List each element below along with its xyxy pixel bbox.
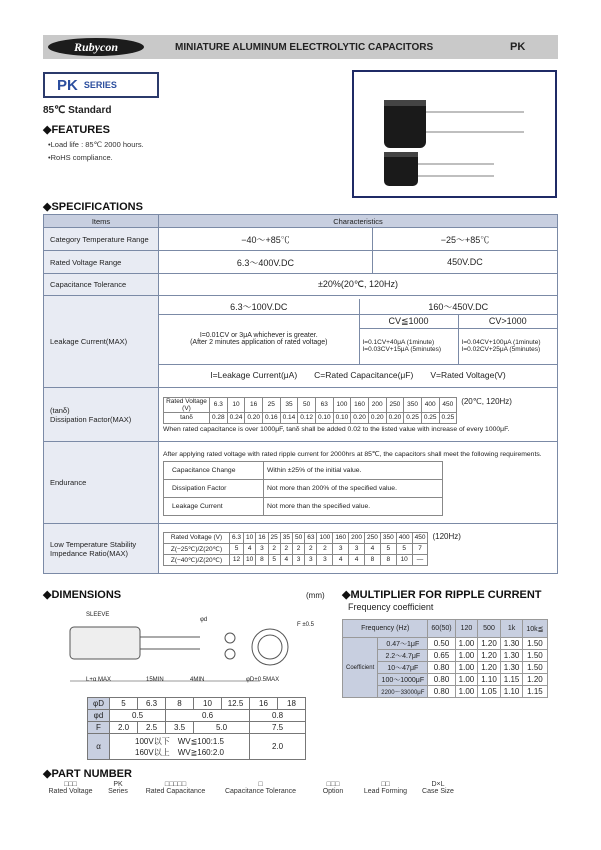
specifications-title: ◆SPECIFICATIONS	[43, 201, 143, 213]
table-cell: 5	[396, 543, 412, 554]
table-cell: 3	[349, 543, 365, 554]
table-cell: 4	[365, 543, 381, 554]
table-cell: 1.00	[455, 638, 478, 650]
specifications-table	[43, 214, 558, 574]
table-cell: Not more than the specified value.	[264, 497, 443, 515]
table-cell: 1.50	[523, 650, 547, 662]
text: I=0.03CV+15μA (5minutes)	[362, 346, 442, 354]
table-cell: 10～47μF	[378, 662, 428, 674]
row-label: Capacitance Tolerance	[44, 274, 159, 296]
leakage-cell	[159, 296, 558, 388]
table-cell: α	[88, 734, 110, 760]
table-cell: 1.20	[478, 662, 501, 674]
table-cell: 0.10	[333, 412, 351, 423]
table-cell: 0.80	[428, 662, 455, 674]
table-cell: 10	[244, 554, 256, 565]
cell: CV>1000	[458, 314, 557, 328]
table-cell: 0.80	[428, 686, 455, 698]
lowtemp-table	[163, 532, 428, 566]
condition: (20℃, 120Hz)	[461, 396, 512, 406]
table-cell: 1.05	[478, 686, 501, 698]
table-cell: 1k	[500, 620, 523, 638]
table-cell: 63	[315, 397, 333, 412]
table-cell: 1.50	[523, 662, 547, 674]
table-cell: 450	[412, 532, 428, 543]
table-cell: 0.8	[250, 710, 306, 722]
table-cell: 4	[244, 543, 256, 554]
table-cell: 0.20	[368, 412, 386, 423]
product-photo	[352, 70, 557, 198]
endurance-text: After applying rated voltage with rated ripple current for 2000hrs at 85℃, the capacitors shall meet the following requirements.	[163, 450, 542, 458]
table-cell: Option	[322, 788, 344, 795]
table-cell: 250	[386, 397, 404, 412]
endurance-table	[163, 461, 443, 516]
row-label: Dissipation Factor(MAX)	[50, 414, 132, 424]
table-cell: 1.20	[478, 638, 501, 650]
table-cell: 10	[396, 554, 412, 565]
df-cell	[159, 388, 558, 442]
table-cell: 18	[278, 698, 306, 710]
table-cell: 1.30	[500, 662, 523, 674]
table-cell: 1.30	[500, 638, 523, 650]
table-cell: 1.10	[500, 686, 523, 698]
dimensions-table	[87, 697, 306, 760]
table-cell: 3	[333, 543, 349, 554]
table-cell: 0.47～1μF	[378, 638, 428, 650]
table-cell: 400	[396, 532, 412, 543]
cell: 160～450V.DC	[359, 299, 557, 315]
multiplier-subtitle: Frequency coefficient	[348, 602, 434, 612]
series-code: PK	[510, 41, 526, 53]
table-cell: Coefficient	[343, 638, 378, 698]
table-cell: Capacitance Tolerance	[224, 788, 297, 795]
table-cell: 10	[244, 532, 256, 543]
table-cell: 2.5	[138, 722, 166, 734]
row-label: Endurance	[44, 442, 159, 524]
cell: Rated Voltage (V)	[164, 397, 210, 412]
table-cell: Not more than 200% of the specified value.	[264, 479, 443, 497]
table-cell: 0.6	[166, 710, 250, 722]
cell: ±20%(20℃, 120Hz)	[159, 274, 558, 296]
endurance-cell	[159, 442, 558, 524]
table-cell: 12	[230, 554, 244, 565]
df-table	[163, 397, 457, 424]
table-cell: 1.00	[455, 686, 478, 698]
table-cell: 500	[478, 620, 501, 638]
table-cell: □□□□□	[164, 781, 187, 788]
cell: 450V.DC	[372, 251, 557, 274]
table-cell: 2	[280, 543, 292, 554]
legend: I=Leakage Current(μA) C=Rated Capacitance(μF) V=Rated Voltage(V)	[210, 369, 506, 380]
table-cell: 1.30	[500, 650, 523, 662]
table-cell: 16	[250, 698, 278, 710]
table-cell: 0.20	[245, 412, 263, 423]
table-cell: 50	[298, 397, 316, 412]
table-cell: D×L	[431, 781, 445, 788]
table-cell: 160	[333, 532, 349, 543]
table-cell: 2.2～4.7μF	[378, 650, 428, 662]
table-cell: 160V以上 WV≧160:2.0	[135, 747, 224, 757]
table-cell: Lead Forming	[363, 788, 408, 795]
table-cell: 2200～33000μF	[378, 686, 428, 698]
table-cell: 3	[292, 554, 304, 565]
table-cell: 10	[194, 698, 222, 710]
table-cell: 400	[421, 397, 439, 412]
table-cell: 35	[280, 532, 292, 543]
table-cell: 100	[317, 532, 333, 543]
table-cell: 6.3	[138, 698, 166, 710]
part-number-row	[43, 781, 463, 795]
table-cell: 5	[380, 543, 396, 554]
row-label: Rated Voltage Range	[44, 251, 159, 274]
note: When rated capacitance is over 1000μF, tanδ shall be added 0.02 to the listed value with increase of every 1000μF.	[163, 425, 510, 433]
table-cell: 0.28	[210, 412, 228, 423]
table-cell: φd	[88, 710, 110, 722]
table-cell: 450	[439, 397, 457, 412]
table-cell: 1.15	[523, 686, 547, 698]
table-cell: 0.14	[280, 412, 298, 423]
table-cell: 120	[455, 620, 478, 638]
text: I=0.04CV+100μA (1minute)	[461, 339, 541, 347]
table-cell: 0.12	[298, 412, 316, 423]
table-cell: 1.10	[478, 674, 501, 686]
cell: CV≦1000	[359, 314, 458, 328]
table-cell: 200	[349, 532, 365, 543]
f-label: F ±0.5	[297, 622, 314, 628]
col-characteristics: Characteristics	[159, 215, 558, 228]
part-number-title: ◆PART NUMBER	[43, 768, 132, 780]
table-cell: 1.00	[455, 662, 478, 674]
table-cell: 0.25	[404, 412, 422, 423]
row-label: Low Temperature Stability	[50, 539, 137, 549]
table-cell: 2.0	[250, 734, 306, 760]
table-cell: 6.3	[210, 397, 228, 412]
row-label: Leakage Current(MAX)	[44, 296, 159, 388]
series-box	[43, 72, 159, 98]
table-cell: 4	[280, 554, 292, 565]
table-cell: 350	[380, 532, 396, 543]
min4-label: 4MIN	[190, 677, 205, 683]
cell: 6.3～100V.DC	[159, 299, 359, 315]
table-cell: 100	[333, 397, 351, 412]
cell: tanδ	[164, 412, 210, 423]
cell: −40～+85℃	[159, 228, 373, 251]
table-cell: 16	[256, 532, 268, 543]
table-cell: 5	[230, 543, 244, 554]
cell: −25～+85℃	[372, 228, 557, 251]
table-cell: 350	[404, 397, 422, 412]
table-cell: Capacitance Change	[164, 461, 264, 479]
table-cell: 8	[166, 698, 194, 710]
multiplier-title: ◆MULTIPLIER FOR RIPPLE CURRENT	[342, 589, 542, 601]
row-label: Category Temperature Range	[44, 228, 159, 251]
sleeve-label: SLEEVE	[86, 612, 110, 618]
feature-item: •Load life : 85℃ 2000 hours.	[48, 140, 144, 149]
table-cell: □□□	[326, 781, 340, 788]
page-title: MINIATURE ALUMINUM ELECTROLYTIC CAPACITORS	[175, 42, 434, 53]
table-cell: 3	[305, 554, 317, 565]
table-cell: 4	[333, 554, 349, 565]
rubycon-logo: Rubycon	[48, 38, 144, 56]
table-cell: Within ±25% of the initial value.	[264, 461, 443, 479]
table-cell: 25	[262, 397, 280, 412]
text: I=0.01CV or 3μA whichever is greater.	[199, 332, 318, 340]
table-cell: 3	[317, 554, 333, 565]
lowtemp-cell	[159, 524, 558, 574]
table-cell: 1.15	[500, 674, 523, 686]
table-cell: 7	[412, 543, 428, 554]
table-cell: —	[412, 554, 428, 565]
table-cell: 5	[110, 698, 138, 710]
table-cell: 2	[305, 543, 317, 554]
table-cell: Rated Voltage (V)	[164, 532, 230, 543]
text: I=0.1CV+40μA (1minute)	[362, 339, 435, 347]
min15-label: 15MIN	[146, 677, 164, 683]
table-cell: 0.80	[428, 674, 455, 686]
table-cell: Case Size	[422, 788, 454, 795]
row-label: (tanδ)	[50, 405, 70, 415]
table-cell: 0.20	[351, 412, 369, 423]
table-cell: 2	[317, 543, 333, 554]
features-title: ◆FEATURES	[43, 124, 110, 136]
table-cell: 8	[380, 554, 396, 565]
table-cell: 1.00	[455, 674, 478, 686]
table-cell: Series	[108, 788, 128, 795]
table-cell: 6.3	[230, 532, 244, 543]
table-cell: 250	[365, 532, 381, 543]
col-items: Items	[44, 215, 159, 228]
table-cell: 8	[365, 554, 381, 565]
table-cell: 10	[227, 397, 245, 412]
dimensions-title: ◆DIMENSIONS	[43, 589, 122, 601]
table-cell: 200	[368, 397, 386, 412]
table-cell: 10k≦	[523, 620, 547, 638]
table-cell: 5.0	[194, 722, 250, 734]
text: I=0.02CV+25μA (5minutes)	[461, 346, 541, 354]
table-cell: 0.10	[315, 412, 333, 423]
table-cell: φD	[88, 698, 110, 710]
table-cell: Rated Capacitance	[145, 788, 206, 795]
table-cell: F	[88, 722, 110, 734]
lmax-label: L+α MAX	[86, 677, 111, 683]
table-cell: 0.25	[439, 412, 457, 423]
table-cell: 16	[245, 397, 263, 412]
feature-item: •RoHS compliance.	[48, 153, 113, 162]
table-cell: 0.25	[421, 412, 439, 423]
table-cell: 100V以下 WV≦100:1.5	[135, 736, 224, 746]
row-label: Impedance Ratio(MAX)	[50, 548, 128, 558]
table-cell: Rated Voltage	[48, 788, 93, 795]
dimensions-unit: (mm)	[306, 591, 325, 600]
table-cell: 50	[292, 532, 304, 543]
table-cell: 1.00	[455, 650, 478, 662]
table-cell: 3.5	[166, 722, 194, 734]
table-cell: 1.50	[523, 638, 547, 650]
table-cell: 0.24	[227, 412, 245, 423]
table-cell: Z(−40℃)/Z(20℃)	[164, 554, 230, 565]
multiplier-table	[342, 619, 548, 698]
table-cell: 2	[268, 543, 280, 554]
table-cell: 0.50	[428, 638, 455, 650]
table-cell: Dissipation Factor	[164, 479, 264, 497]
table-cell: 0.5	[110, 710, 166, 722]
phid-label: φd	[200, 617, 208, 623]
series-suffix: SERIES	[83, 80, 117, 90]
table-cell: 25	[268, 532, 280, 543]
table-cell: 7.5	[250, 722, 306, 734]
table-cell: 12.5	[222, 698, 250, 710]
table-cell: 3	[256, 543, 268, 554]
table-cell: □	[258, 781, 263, 788]
table-cell: 0.16	[262, 412, 280, 423]
text: (After 2 minutes application of rated voltage)	[190, 339, 328, 347]
table-cell: 60(50)	[428, 620, 455, 638]
table-cell: 63	[305, 532, 317, 543]
table-cell: 35	[280, 397, 298, 412]
standard-label: 85℃ Standard	[43, 105, 112, 116]
capacitor-image	[354, 72, 555, 196]
leakage-inner	[159, 299, 557, 385]
cell: 6.3～400V.DC	[159, 251, 373, 274]
table-cell: 5	[268, 554, 280, 565]
table-cell: □□	[381, 781, 390, 788]
table-cell: Z(−25℃)/Z(20℃)	[164, 543, 230, 554]
table-cell: 8	[256, 554, 268, 565]
table-cell: 4	[349, 554, 365, 565]
condition: (120Hz)	[432, 531, 461, 541]
table-cell: □□□	[64, 781, 77, 788]
table-cell: Leakage Current	[164, 497, 264, 515]
table-cell: 1.20	[523, 674, 547, 686]
table-cell: 2.0	[110, 722, 138, 734]
table-cell: PK	[113, 781, 123, 788]
table-cell: 100～1000μF	[378, 674, 428, 686]
d05-label: φD+0.5MAX	[246, 677, 280, 683]
series-name: PK	[57, 76, 78, 94]
table-cell: 1.20	[478, 650, 501, 662]
table-cell: Frequency (Hz)	[343, 620, 428, 638]
table-cell: 2	[292, 543, 304, 554]
table-cell: 160	[351, 397, 369, 412]
table-cell: 0.20	[386, 412, 404, 423]
table-cell: 0.65	[428, 650, 455, 662]
